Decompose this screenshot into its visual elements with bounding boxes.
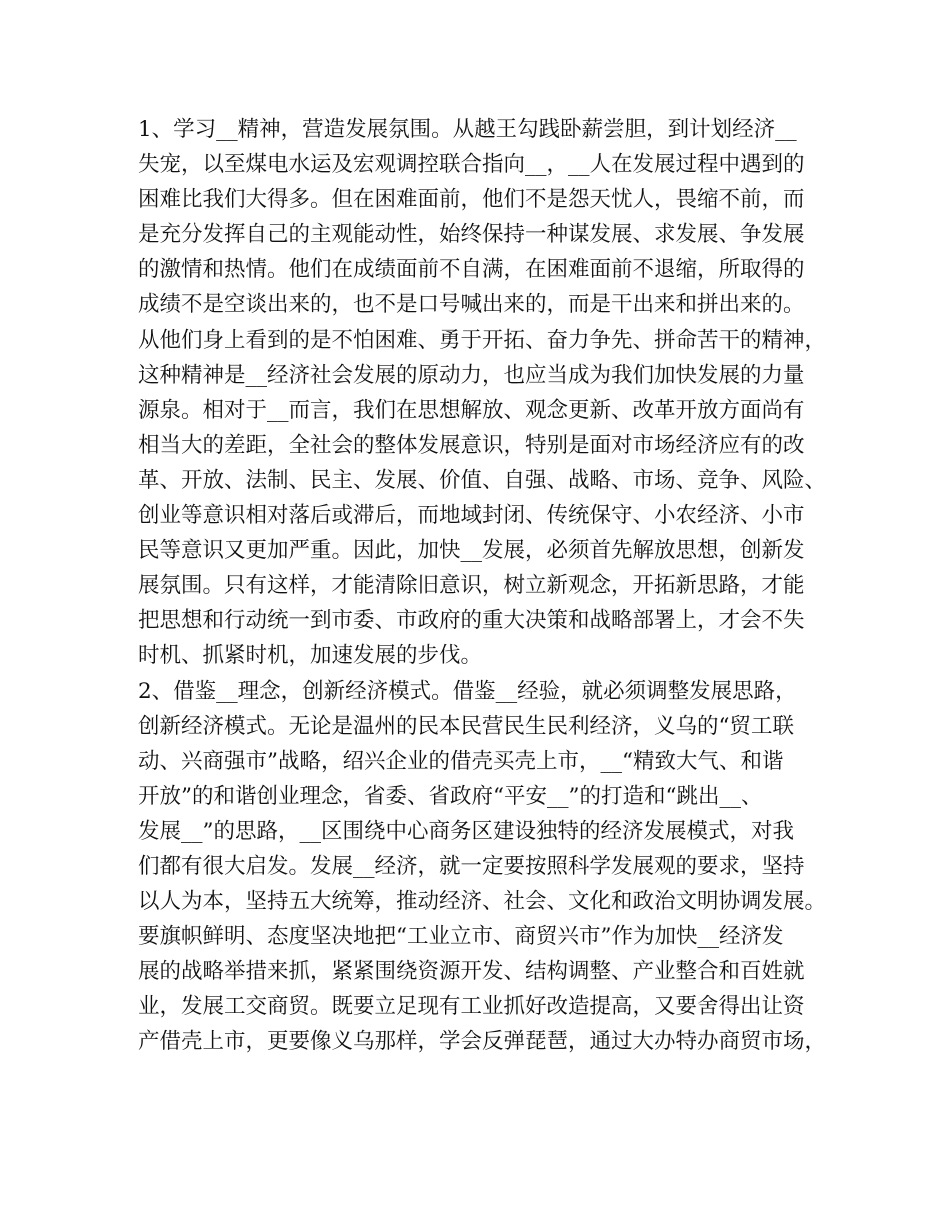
- text-line: 革、开放、法制、民主、发展、价值、自强、战略、市场、竞争、风险、: [138, 467, 827, 493]
- text-line: 创新经济模式。无论是温州的民本民营民生民利经济，义乌的“贸工联: [138, 713, 794, 739]
- text-line: 以人为本，坚持五大统筹，推动经济、社会、文化和政治文明协调发展。: [138, 889, 827, 915]
- text-line: 相当大的差距，全社会的整体发展意识，特别是面对市场经济应有的改: [138, 432, 805, 458]
- text-line: 民等意识又更加严重。因此，加快__发展，必须首先解放思想，创新发: [138, 538, 805, 564]
- text-line: 从他们身上看到的是不怕困难、勇于开拓、奋力争先、拼命苦干的精神，: [138, 327, 827, 353]
- text-line: 时机、抓紧时机，加速发展的步伐。: [138, 643, 483, 669]
- text-line: 源泉。相对于__而言，我们在思想解放、观念更新、改革开放方面尚有: [138, 397, 805, 423]
- text-line: 产借壳上市，更要像义乌那样，学会反弹琵琶，通过大办特办商贸市场，: [138, 1029, 827, 1055]
- text-line: 这种精神是__经济社会发展的原动力，也应当成为我们加快发展的力量: [138, 362, 805, 388]
- text-line: 成绩不是空谈出来的，也不是口号喊出来的，而是干出来和拼出来的。: [138, 292, 805, 318]
- text-line: 创业等意识相对落后或滞后，而地域封闭、传统保守、小农经济、小市: [138, 503, 805, 529]
- text-line: 是充分发挥自己的主观能动性，始终保持一种谋发展、求发展、争发展: [138, 222, 805, 248]
- text-line: 们都有很大启发。发展__经济，就一定要按照科学发展观的要求，坚持: [138, 853, 805, 879]
- text-line: 失宠，以至煤电水运及宏观调控联合指向__，__人在发展过程中遇到的: [138, 152, 805, 178]
- text-line: 展的战略举措来抓，紧紧围绕资源开发、结构调整、产业整合和百姓就: [138, 959, 805, 985]
- text-line: 的激情和热情。他们在成绩面前不自满，在困难面前不退缩，所取得的: [138, 257, 805, 283]
- paragraph-1: [138, 112, 828, 674]
- text-line: 把思想和行动统一到市委、市政府的重大决策和战略部署上，才会不失: [138, 608, 805, 634]
- document-body: [138, 112, 828, 1060]
- text-line: 发展__”的思路，__区围绕中心商务区建设独特的经济发展模式，对我: [138, 818, 794, 844]
- text-line: 要旗帜鲜明、态度坚决地把“工业立市、商贸兴市”作为加快__经济发: [138, 924, 784, 950]
- text-line: 业，发展工交商贸。既要立足现有工业抓好改造提高，又要舍得出让资: [138, 994, 805, 1020]
- text-line: 困难比我们大得多。但在困难面前，他们不是怨天忧人，畏缩不前，而: [138, 187, 805, 213]
- text-line: 2、借鉴__理念，创新经济模式。借鉴__经验，就必须调整发展思路，: [138, 678, 797, 704]
- paragraph-2: [138, 674, 828, 1060]
- text-line: 展氛围。只有这样，才能清除旧意识，树立新观念，开拓新思路，才能: [138, 573, 805, 599]
- text-line: 动、兴商强市”战略，绍兴企业的借壳买壳上市，__“精致大气、和谐: [138, 748, 784, 774]
- text-line: 开放”的和谐创业理念，省委、省政府“平安__”的打造和“跳出__、: [138, 783, 763, 809]
- text-line: 1、学习__精神，营造发展氛围。从越王勾践卧薪尝胆，到计划经济__: [138, 117, 797, 142]
